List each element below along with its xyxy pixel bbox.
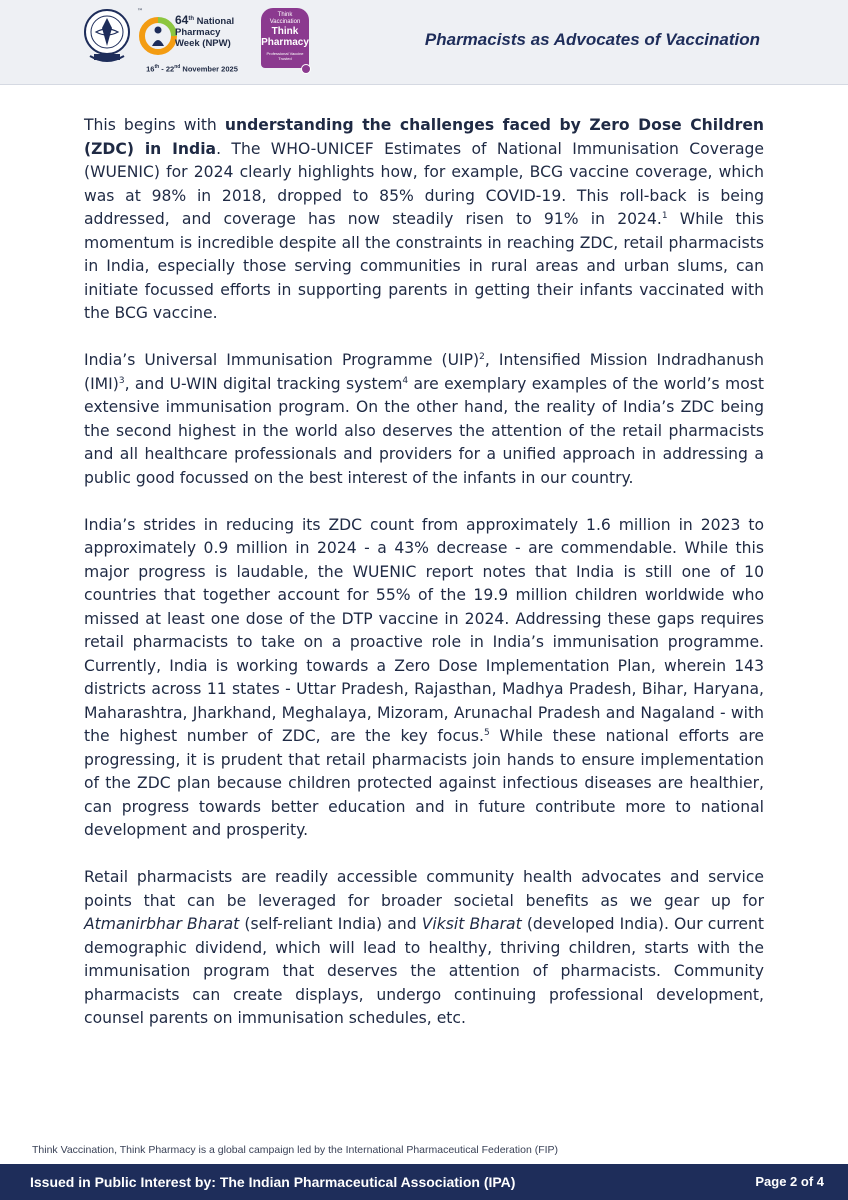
campaign-note: Think Vaccination, Think Pharmacy is a global campaign led by the International Pharmaceutical Federation (FIP) (32, 1144, 559, 1156)
article-body (84, 114, 764, 1054)
ipa-emblem-icon (82, 6, 132, 70)
page-title: Pharmacists as Advocates of Vaccination (424, 30, 760, 49)
think-vaccination-logo (261, 8, 311, 74)
page-number: Page 2 of 4 (755, 1174, 824, 1189)
paragraph-1: This begins with understanding the challenges faced by Zero Dose Children (ZDC) in India. The WHO-UNICEF Estimates of National Immunisation Coverage (WUENIC) for 2024 clearly highlights how, for example, BCG vaccine coverage, which was at 98% in 2018, dropped to 85% during COVID-19. This roll-back is being addressed, and coverage has now steadily risen to 91% in 2024.$^1$ While this momentum is incredible despite all the constraints in reaching ZDC, retail pharmacists in India, especially those serving communities in rural areas and urban slums, can initiate focussed efforts in supporting parents in getting their infants vaccinated with the BCG vaccine. (84, 116, 765, 322)
paragraph-4: Retail pharmacists are readily accessible community health advocates and service points that can be leveraged for broader societal benefits as we gear up for Atmanirbhar Bharat (self-reliant India) and Viksit Bharat (developed India). Our current demographic dividend, which will lead to healthy, thriving children, starts with the immunisation program that deserves the attention of pharmacists. Community pharmacists can create displays, undergo continuing professional development, counsel parents on immunisation schedules, etc. (84, 868, 764, 1027)
issuer-text: Issued in Public Interest by: The Indian Pharmaceutical Association (IPA) (30, 1174, 516, 1190)
footnote-ref: 1 (661, 210, 668, 221)
paragraph-2: India’s Universal Immunisation Programme (UIP)$^2$, Intensified Mission Indradhanush (IMI)$^3$, and U-WIN digital tracking system$^4$ are exemplary examples of the world’s most extensive immunisation program. On the other hand, the reality of India’s ZDC being the second highest in the world also deserves the attention of the retail pharmacists and all healthcare professionals and providers for a unified approach in addressing a public good focussed on the best interest of the infants in our country. (84, 351, 765, 487)
footnote-ref: 5 (484, 727, 490, 738)
npw-emblem-icon (139, 16, 177, 56)
npw-date: 16th - 22nd November 2025 (146, 64, 238, 74)
npw-logo (137, 8, 247, 80)
page-header (0, 0, 848, 85)
npw-trademark: ™ (137, 8, 143, 15)
fip-dot-icon (301, 64, 311, 74)
npw-title: 64th National Pharmacy Week (NPW) (175, 13, 235, 50)
footnote-ref: 4 (402, 375, 409, 386)
footnote-ref: 3 (118, 375, 125, 386)
paragraph-3: India’s strides in reducing its ZDC count from approximately 1.6 million in 2023 to approximately 0.9 million in 2024 - a 43% decrease - are commendable. While this major progress is laudable, the WUENIC report notes that India is still one of 10 countries that together account for 55% of the 19.9 million children worldwide who missed at least one dose of the DTP vaccine in 2024. Addressing these gaps requires retail pharmacists to take on a proactive role in India’s immunisation programme. Currently, India is working towards a Zero Dose Implementation Plan, wherein 143 districts across 11 states - Uttar Pradesh, Rajasthan, Madhya Pradesh, Bihar, Haryana, Maharashtra, Jharkhand, Meghalaya, Mizoram, Arunachal Pradesh and Nagaland - with the highest number of ZDC, are the key focus.$^5$ While these national efforts are progressing, it is prudent that retail pharmacists join hands to ensure implementation of the ZDC plan because children protected against infectious diseases are healthier, can progress towards better education and in future contribute more to national development and prosperity. (84, 515, 764, 839)
footnote-ref: 2 (479, 351, 485, 362)
tv-badge: Think Vaccination Think Pharmacy Professional Vaccine Trusted (261, 8, 309, 68)
page-footer (0, 1164, 848, 1200)
